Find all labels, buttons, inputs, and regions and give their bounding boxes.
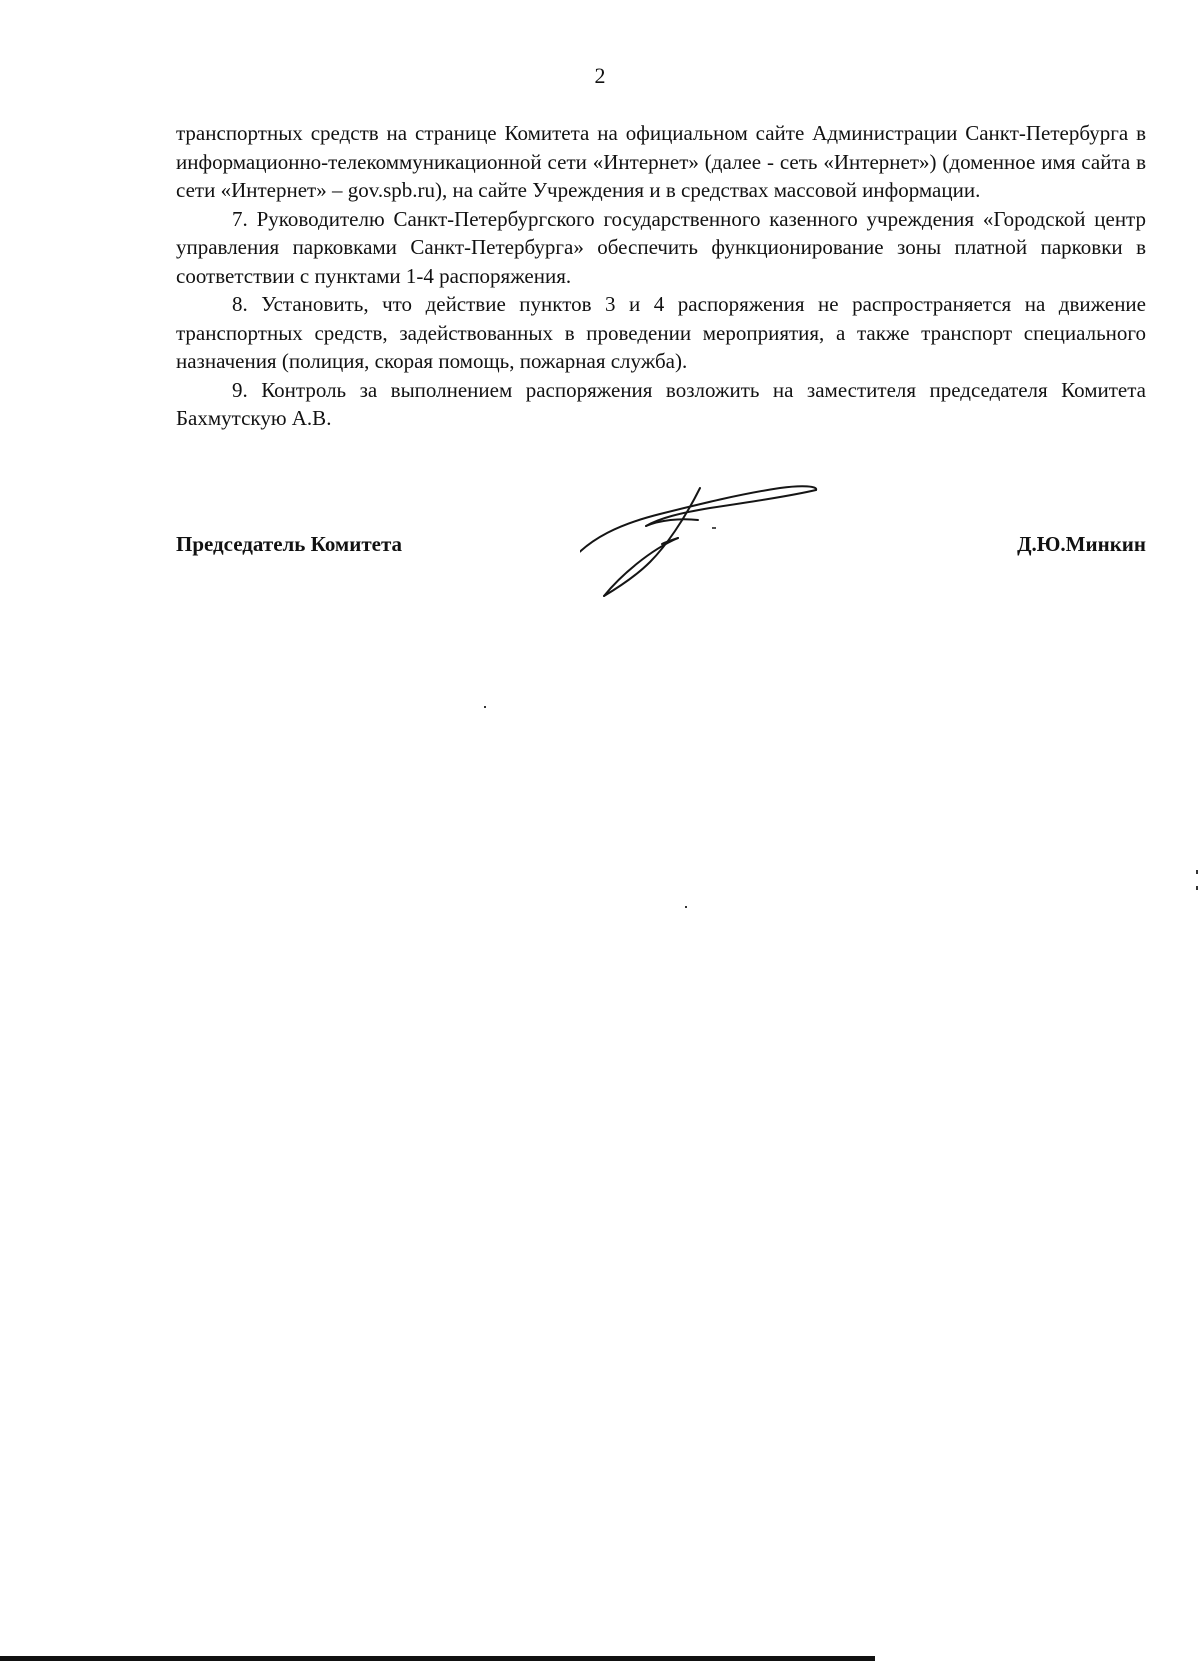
signer-title: Председатель Комитета: [176, 532, 403, 556]
scan-speck: [1196, 870, 1198, 874]
handwritten-signature: [580, 480, 840, 600]
paragraph-continuation: транспортных средств на странице Комитета на официальном сайте Администрации Санкт-Петербурга в информационно-телекоммуникационной сети «Интернет» (далее - сеть «Интернет») (доменное имя сайта в сети «Интернет» – gov.spb.ru), на сайте Учреждения и в средствах массовой информации.: [176, 121, 1146, 202]
document-body: [176, 119, 1146, 433]
paragraph-item-9: 9. Контроль за выполнением распоряжения возложить на заместителя председателя Комитета Бахмутскую А.В.: [176, 377, 1146, 430]
scan-speck: [1196, 886, 1198, 890]
scan-speck: [484, 706, 486, 708]
scan-speck: [685, 906, 687, 908]
page-number: 2: [594, 63, 606, 88]
paragraph-item-8: 8. Установить, что действие пунктов 3 и 4 распоряжения не распространяется на движение транспортных средств, задействованных в проведении мероприятия, а также транспорт специального назначения (полиция, скорая помощь, пожарная служба).: [176, 292, 1146, 373]
signer-name: Д.Ю.Минкин: [1017, 532, 1146, 556]
paragraph-item-7: 7. Руководителю Санкт-Петербургского государственного казенного учреждения «Городской центр управления парковками Санкт-Петербурга» обеспечить функционирование зоны платной парковки в соответствии с пунктами 1-4 распоряжения.: [176, 206, 1146, 288]
scan-edge-bar: [0, 1656, 875, 1661]
